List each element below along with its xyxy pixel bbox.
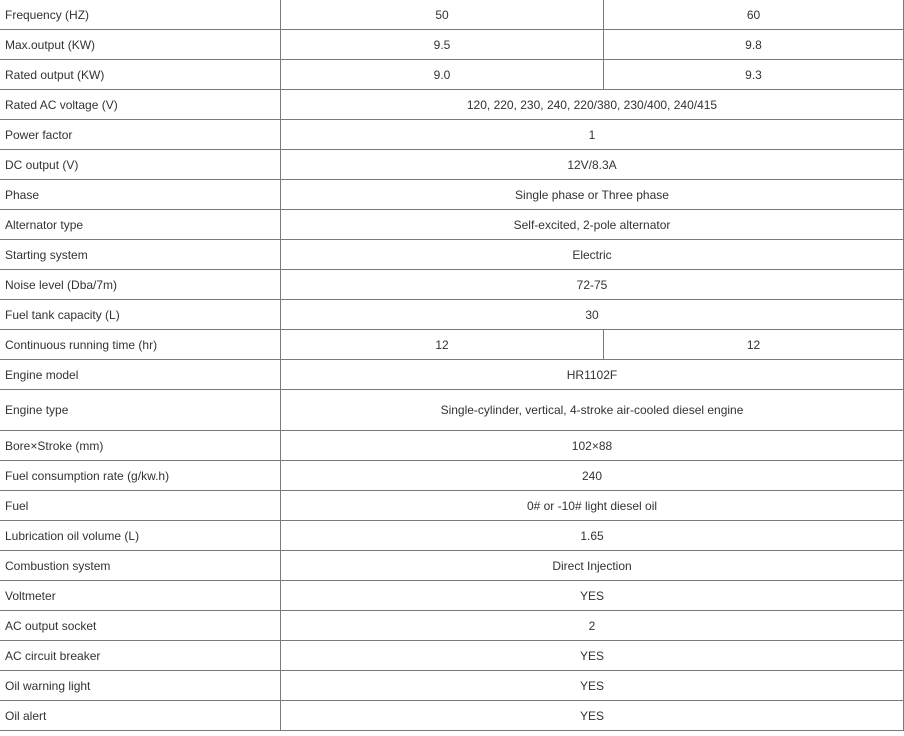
table-row (0, 330, 904, 360)
row-value: HR1102F (281, 360, 904, 390)
row-value: 50 (281, 0, 604, 30)
row-value: 30 (281, 300, 904, 330)
row-value: 0# or -10# light diesel oil (281, 491, 904, 521)
row-label: Phase (0, 180, 281, 210)
row-label: Noise level (Dba/7m) (0, 270, 281, 300)
row-value: 1.65 (281, 521, 904, 551)
table-row (0, 240, 904, 270)
table-row (0, 611, 904, 641)
table-row (0, 581, 904, 611)
table-row (0, 360, 904, 390)
row-value: YES (281, 701, 904, 731)
table-row (0, 300, 904, 330)
row-value: Self-excited, 2-pole alternator (281, 210, 904, 240)
row-value: 102×88 (281, 431, 904, 461)
row-value: 72-75 (281, 270, 904, 300)
row-value: 2 (281, 611, 904, 641)
row-value: 9.3 (604, 60, 904, 90)
row-label: Bore×Stroke (mm) (0, 431, 281, 461)
row-value: 9.0 (281, 60, 604, 90)
row-label: Max.output (KW) (0, 30, 281, 60)
row-label: Oil alert (0, 701, 281, 731)
row-value: 12V/8.3A (281, 150, 904, 180)
table-row (0, 551, 904, 581)
row-label: AC circuit breaker (0, 641, 281, 671)
row-value: YES (281, 641, 904, 671)
row-label: Engine model (0, 360, 281, 390)
row-label: Starting system (0, 240, 281, 270)
row-label: Oil warning light (0, 671, 281, 701)
table-row (0, 461, 904, 491)
row-value: YES (281, 671, 904, 701)
table-row (0, 390, 904, 431)
row-value: Electric (281, 240, 904, 270)
row-value: 12 (281, 330, 604, 360)
row-label: Combustion system (0, 551, 281, 581)
table-row (0, 671, 904, 701)
row-label: Frequency (HZ) (0, 0, 281, 30)
table-row (0, 701, 904, 731)
table-row (0, 150, 904, 180)
row-label: Power factor (0, 120, 281, 150)
row-value: 9.8 (604, 30, 904, 60)
row-label: Rated output (KW) (0, 60, 281, 90)
table-row (0, 210, 904, 240)
row-label: Engine type (0, 390, 281, 431)
table-row (0, 521, 904, 551)
row-value: 9.5 (281, 30, 604, 60)
row-label: Rated AC voltage (V) (0, 90, 281, 120)
row-value: Single-cylinder, vertical, 4-stroke air-cooled diesel engine (281, 390, 904, 431)
row-value: Single phase or Three phase (281, 180, 904, 210)
table-row (0, 491, 904, 521)
table-row (0, 90, 904, 120)
row-label: Alternator type (0, 210, 281, 240)
row-value: 1 (281, 120, 904, 150)
table-row (0, 60, 904, 90)
row-value: 12 (604, 330, 904, 360)
table-row (0, 431, 904, 461)
row-value: YES (281, 581, 904, 611)
row-value: 240 (281, 461, 904, 491)
row-label: Fuel (0, 491, 281, 521)
row-value: 60 (604, 0, 904, 30)
row-label: Fuel tank capacity (L) (0, 300, 281, 330)
row-value: Direct Injection (281, 551, 904, 581)
row-label: Voltmeter (0, 581, 281, 611)
table-row (0, 120, 904, 150)
row-label: AC output socket (0, 611, 281, 641)
table-row (0, 30, 904, 60)
row-label: Continuous running time (hr) (0, 330, 281, 360)
table-row (0, 180, 904, 210)
row-value: 120, 220, 230, 240, 220/380, 230/400, 240/415 (281, 90, 904, 120)
table-row (0, 270, 904, 300)
row-label: DC output (V) (0, 150, 281, 180)
table-row (0, 641, 904, 671)
row-label: Lubrication oil volume (L) (0, 521, 281, 551)
table-row (0, 0, 904, 30)
row-label: Fuel consumption rate (g/kw.h) (0, 461, 281, 491)
